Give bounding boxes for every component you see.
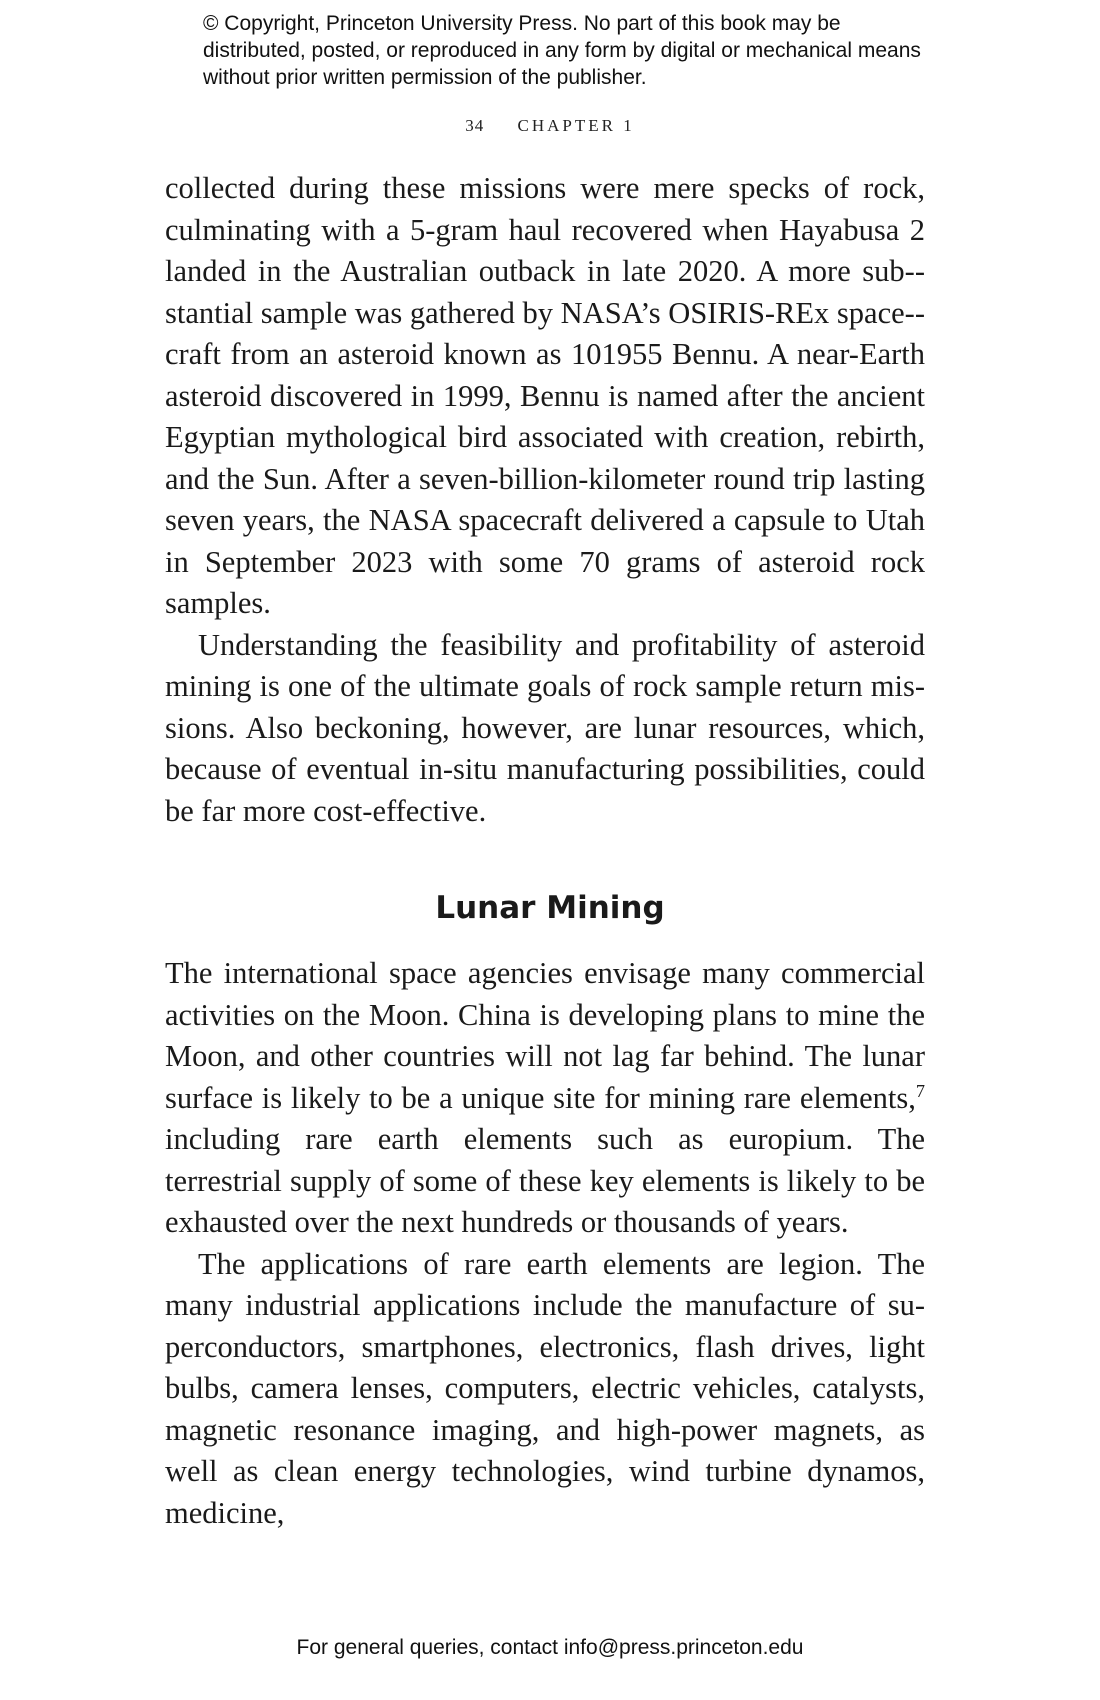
paragraph-1: collected during these missions were mere specks of rock, culminating with a 5-gram haul recovered when Hayabusa 2 landed in the Australian outback in late 2020. A more sub-stantial sample was gathered by NASA’s OSIRIS-REx space-craft from an asteroid known as 101955 Bennu. A near-Earth asteroid discovered in 1999, Bennu is named after the ancient Egyptian mythological bird associated with creation, rebirth, and the Sun. After a seven-billion-kilometer round trip lasting seven years, the NASA spacecraft delivered a capsule to Utah in September 2023 with some 70 grams of asteroid rock samples. bbox=[165, 171, 925, 620]
paragraph-2: Understanding the feasibility and profitability of asteroid mining is one of the ultimate goals of rock sample return missions. Also beckoning, however, are lunar resources, which, because of eventual in-situ manufacturing possibilities, could be far more cost-effective. bbox=[165, 627, 925, 828]
body-text-top bbox=[165, 168, 925, 832]
copyright-notice: © Copyright, Princeton University Press. No part of this book may be distributed, posted, or reproduced in any form by digital or mechanical means without prior written permission of the publisher. bbox=[203, 12, 921, 89]
footer-contact: For general queries, contact info@press.princeton.edu bbox=[296, 1636, 804, 1659]
paragraph-3-tail: including rare earth elements such as europium. The terrestrial supply of some of these key elements is likely to be exhausted over the next hundreds or thousands of years. bbox=[165, 1122, 925, 1239]
section-heading: Lunar Mining bbox=[435, 890, 665, 926]
paragraph-3 bbox=[165, 953, 925, 1244]
chapter-label: CHAPTER 1 bbox=[517, 116, 635, 135]
page-number: 34 bbox=[465, 116, 485, 135]
body-text-bottom bbox=[165, 953, 925, 1534]
running-head bbox=[0, 116, 1100, 136]
footnote-marker[interactable]: 7 bbox=[915, 1080, 925, 1101]
paragraph-3-text: The international space agencies envisage many commercial activities on the Moon. China is developing plans to mine the Moon, and other countries will not lag far behind. The lunar surface is likely to be a unique site for mining rare elements, bbox=[165, 956, 925, 1115]
paragraph-4: The applications of rare earth elements are legion. The many industrial applications include the manufacture of superconductors, smartphones, electronics, flash drives, light bulbs, camera lenses, computers, electric vehicles, catalysts, magnetic resonance imaging, and high-power magnets, as well as clean energy technologies, wind turbine dynamos, medicine, bbox=[165, 1246, 925, 1530]
